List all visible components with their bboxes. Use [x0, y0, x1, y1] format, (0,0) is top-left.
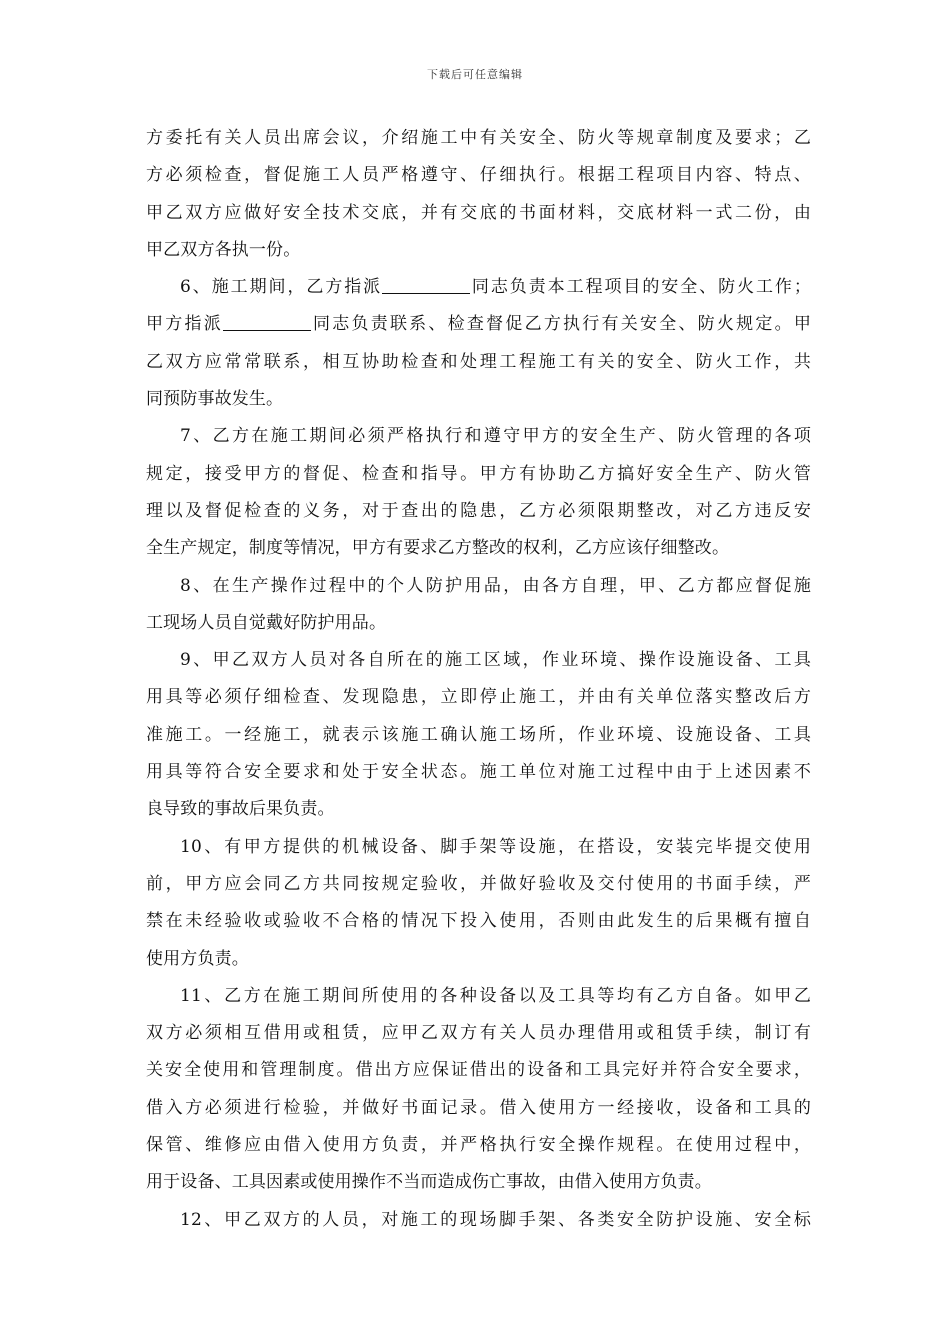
text-line: 10、有甲方提供的机械设备、脚手架等设施，在搭设，安装完毕提交使用	[180, 836, 811, 857]
page-header-watermark: 下载后可任意编辑	[427, 68, 523, 81]
text-line: 良导致的事故后果负责。	[146, 799, 335, 820]
text-line: 双方必须相互借用或租赁，应甲乙双方有关人员办理借用或租赁手续，制订有	[146, 1023, 811, 1044]
fill-in-blank[interactable]	[382, 276, 470, 294]
text-line: 禁在未经验收或验收不合格的情况下投入使用，否则由此发生的后果概有擅自	[146, 911, 811, 932]
text-line: 7、乙方在施工期间必须严格执行和遵守甲方的安全生产、防火管理的各项	[180, 426, 811, 447]
clause-text: 同志负责联系、检查督促乙方执行有关安全、防火规定。甲	[310, 314, 811, 335]
text-line: 关安全使用和管理制度。借出方应保证借出的设备和工具完好并符合安全要求，	[146, 1060, 811, 1081]
clause-text: 6、施工期间，乙方指派	[180, 277, 383, 298]
text-line: 方必须检查，督促施工人员严格遵守、仔细执行。根据工程项目内容、特点、	[146, 165, 811, 186]
text-line: 全生产规定，制度等情况，甲方有要求乙方整改的权利，乙方应该仔细整改。	[146, 538, 730, 559]
text-line: 保管、维修应由借入使用方负责，并严格执行安全操作规程。在使用过程中，	[146, 1135, 811, 1156]
text-line: 方委托有关人员出席会议，介绍施工中有关安全、防火等规章制度及要求；乙	[146, 128, 811, 148]
clause-6-line	[146, 306, 811, 343]
text-line: 规定，接受甲方的督促、检查和指导。甲方有协助乙方搞好安全生产、防火管	[146, 463, 811, 484]
text-line: 同预防事故发生。	[146, 389, 284, 410]
clause-text: 甲方指派	[146, 314, 223, 335]
text-line: 前，甲方应会同乙方共同按规定验收，并做好验收及交付使用的书面手续，严	[146, 873, 811, 894]
text-line: 准施工。一经施工，就表示该施工确认施工场所，作业环境、设施设备、工具	[146, 724, 811, 745]
text-line: 乙双方应常常联系，相互协助检查和处理工程施工有关的安全、防火工作，共	[146, 351, 811, 372]
text-line: 11、乙方在施工期间所使用的各种设备以及工具等均有乙方自备。如甲乙	[180, 985, 811, 1006]
clause-6-line	[146, 269, 811, 306]
text-line: 甲乙双方各执一份。	[146, 239, 301, 260]
text-line: 用具等必须仔细检查、发现隐患，立即停止施工，并由有关单位落实整改后方	[146, 687, 811, 708]
text-line: 用具等符合安全要求和处于安全状态。施工单位对施工过程中由于上述因素不	[146, 762, 811, 783]
document-body	[146, 120, 811, 1239]
text-line: 9、甲乙双方人员对各自所在的施工区域，作业环境、操作设施设备、工具	[180, 650, 811, 671]
text-line: 工现场人员自觉戴好防护用品。	[146, 612, 387, 633]
text-line: 使用方负责。	[146, 948, 249, 969]
clause-text: 同志负责本工程项目的安全、防火工作；	[470, 277, 811, 298]
text-line: 8、在生产操作过程中的个人防护用品，由各方自理，甲、乙方都应督促施	[180, 575, 811, 596]
fill-in-blank[interactable]	[223, 313, 311, 331]
text-line: 用于设备、工具因素或使用操作不当而造成伤亡事故，由借入使用方负责。	[146, 1172, 712, 1193]
text-line: 理以及督促检查的义务，对于查出的隐患，乙方必须限期整改，对乙方违反安	[146, 500, 811, 521]
text-line: 12、甲乙双方的人员，对施工的现场脚手架、各类安全防护设施、安全标	[180, 1209, 811, 1230]
text-line: 借入方必须进行检验，并做好书面记录。借入使用方一经接收，设备和工具的	[146, 1097, 811, 1118]
text-line: 甲乙双方应做好安全技术交底，并有交底的书面材料，交底材料一式二份，由	[146, 202, 811, 223]
